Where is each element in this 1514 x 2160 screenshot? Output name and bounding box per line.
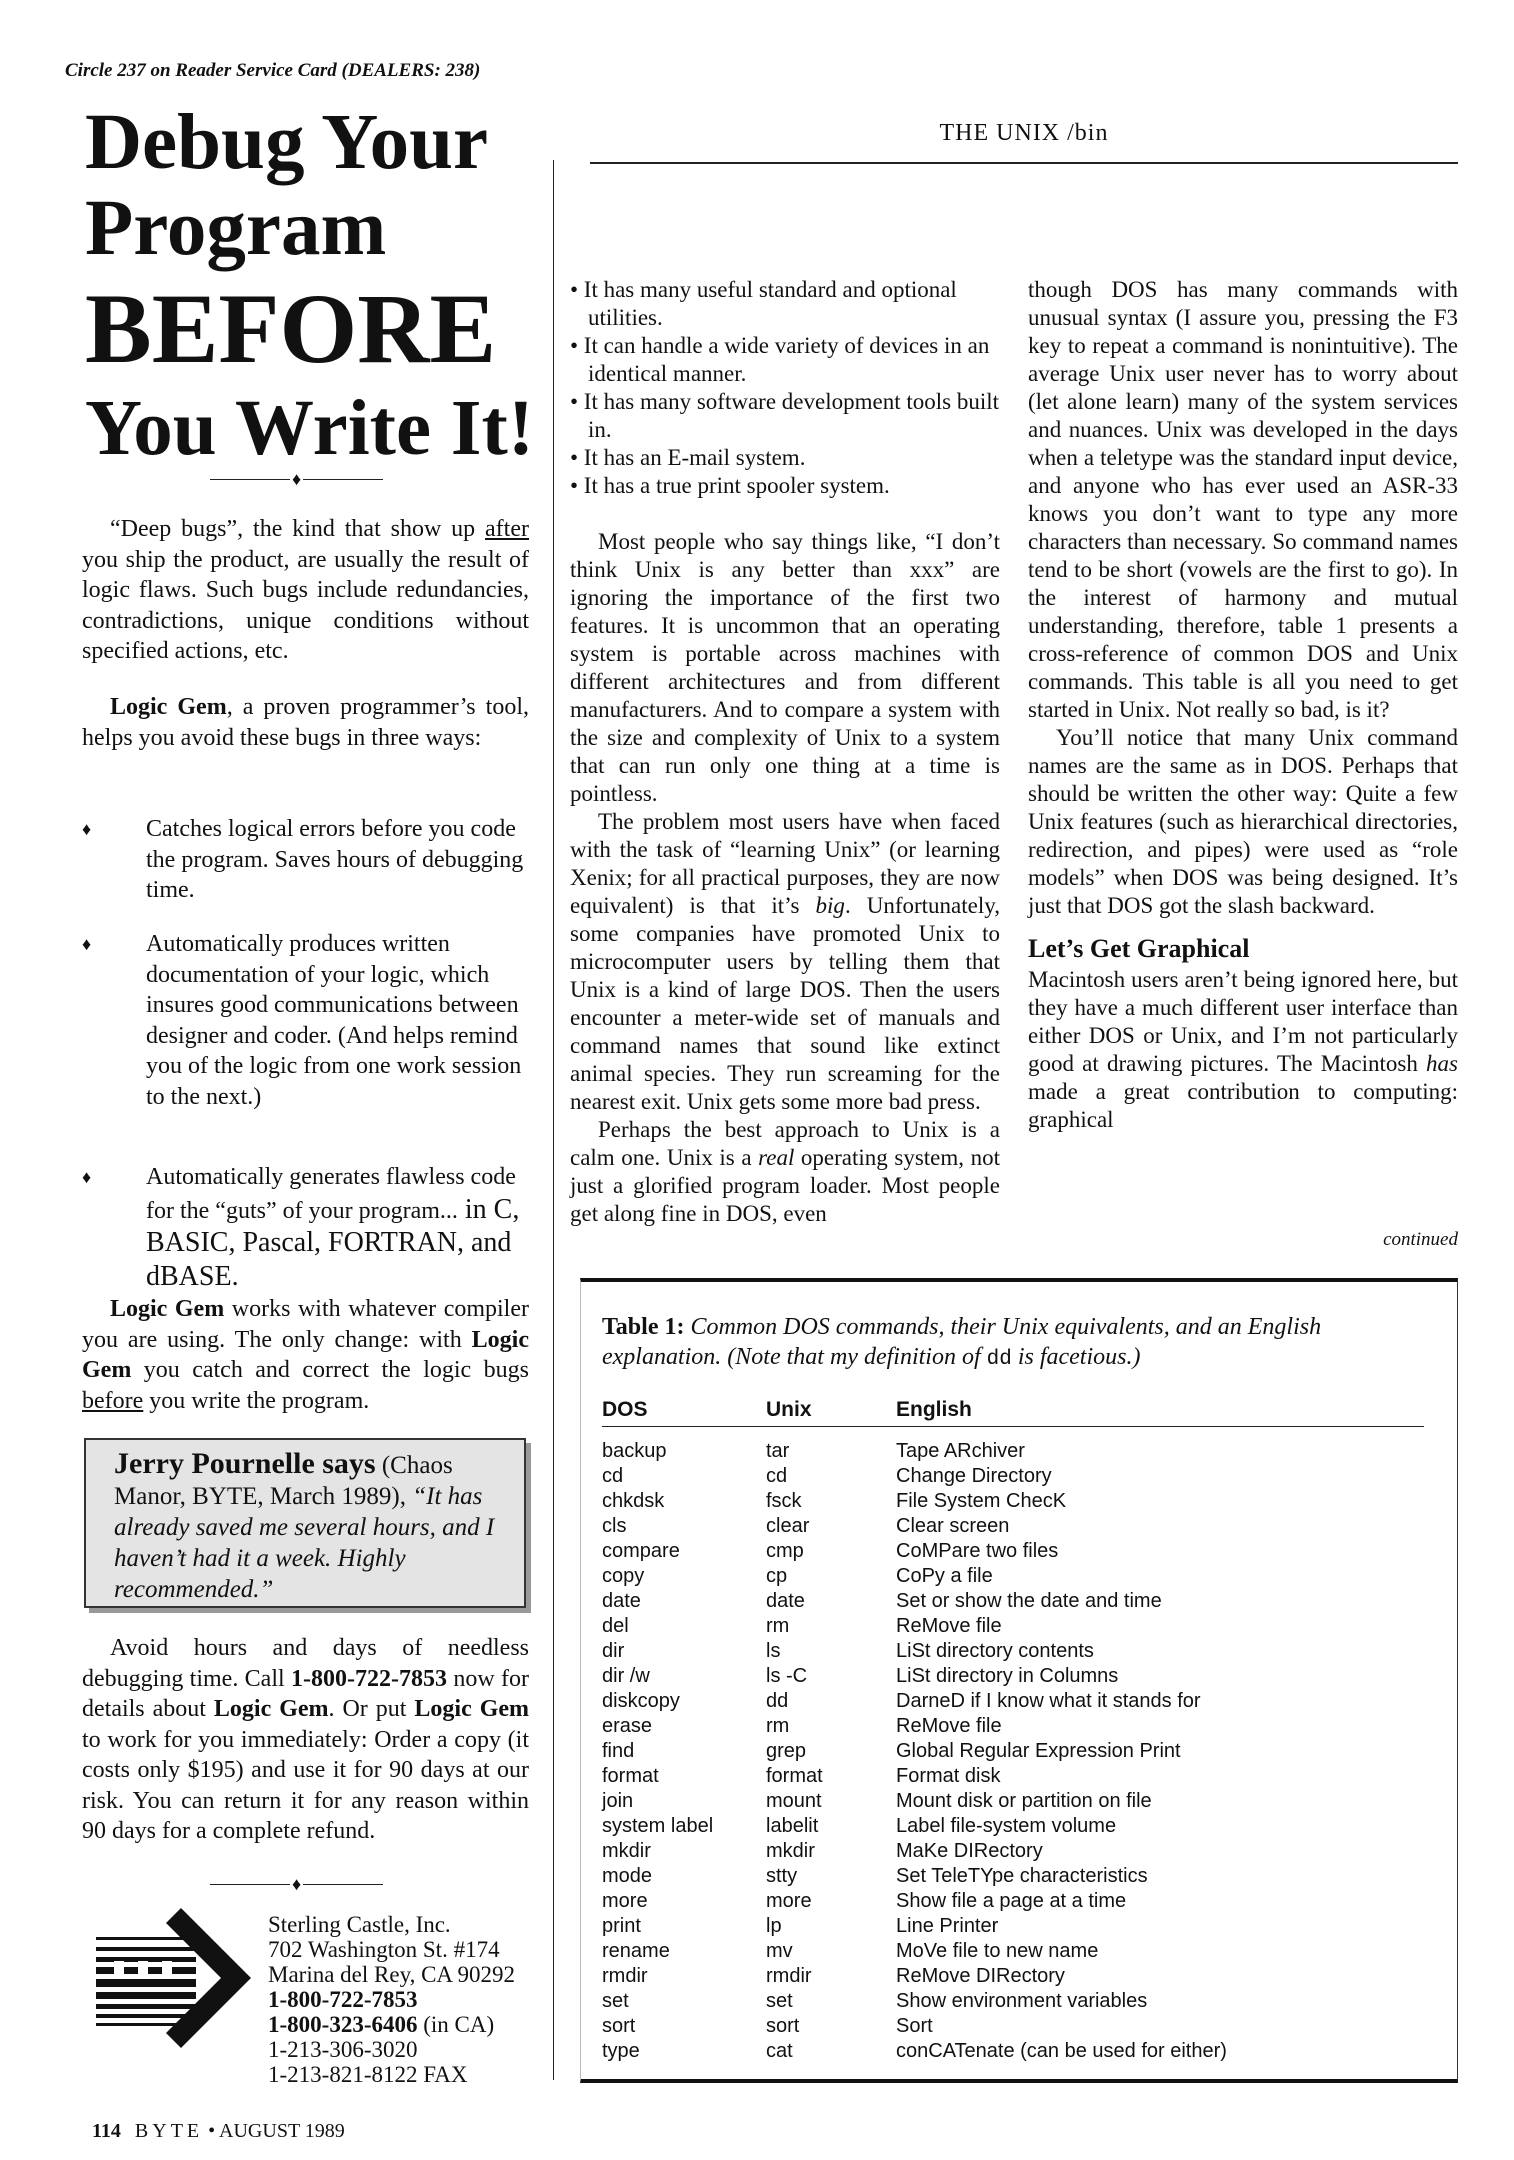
order-paragraph bbox=[82, 1633, 529, 1847]
table-cell-english: Show environment variables bbox=[896, 1990, 1148, 2012]
table-row bbox=[602, 1664, 1424, 1689]
ad-headline bbox=[85, 100, 545, 474]
table-cell-english: LiSt directory contents bbox=[896, 1640, 1094, 1662]
emphasis: big bbox=[815, 893, 845, 918]
testimonial-quote: “It has already saved me several hours, and I haven’t had it a week. Highly recommended.” bbox=[114, 1483, 495, 1603]
table-cell-dos: rmdir bbox=[602, 1965, 648, 1987]
caption-text: Common DOS commands, their Unix equivalents, and an English explanation. (Note that my definition of bbox=[602, 1314, 1322, 1370]
table-row bbox=[602, 1739, 1424, 1764]
list-item: • It has many software development tools built in. bbox=[570, 389, 999, 442]
table-row bbox=[602, 1964, 1424, 1989]
table-cell-dos: cd bbox=[602, 1465, 624, 1487]
phone-ca: 1-800-323-6406 bbox=[268, 2012, 418, 2037]
ornament-divider bbox=[210, 468, 383, 490]
list-item: • It has a true print spooler system. bbox=[570, 473, 890, 498]
works-text: works with whatever compiler you are using. The only change: with bbox=[82, 1296, 529, 1353]
order-text: to work for you immediately: Order a copy (it costs only $195) and use it for 90 days at our risk. You can return it for any reason within 90 days for a complete refund. bbox=[82, 1726, 529, 1844]
table-cell-english: CoMPare two files bbox=[896, 1540, 1059, 1562]
table-row bbox=[602, 2039, 1424, 2064]
product-name: Logic Gem bbox=[110, 1296, 225, 1322]
table-cell-unix: cp bbox=[766, 1565, 788, 1587]
issue-date: AUGUST 1989 bbox=[219, 2120, 345, 2142]
table-cell-english: MoVe file to new name bbox=[896, 1940, 1099, 1962]
table-cell-unix: more bbox=[766, 1890, 812, 1912]
table-cell-dos: set bbox=[602, 1990, 629, 2012]
ornament-divider bbox=[210, 1873, 383, 1895]
folio-separator: • bbox=[208, 2120, 216, 2142]
table-row bbox=[602, 1939, 1424, 1964]
page-folio bbox=[92, 2120, 345, 2143]
order-text: . Or put bbox=[328, 1696, 415, 1722]
reader-service-note: Circle 237 on Reader Service Card (DEALERS: 238) bbox=[65, 60, 481, 81]
table-cell-unix: date bbox=[766, 1590, 805, 1612]
testimonial-source: (Chaos Manor, BYTE, March 1989), bbox=[114, 1452, 453, 1510]
works-text: you catch and correct the logic bugs bbox=[131, 1357, 529, 1383]
diamond-icon: ♦ bbox=[292, 1874, 302, 1895]
table-cell-dos: chkdsk bbox=[602, 1490, 665, 1512]
order-text: Avoid hours and days of needless debugging time. Call bbox=[82, 1635, 529, 1692]
table-caption bbox=[602, 1312, 1442, 1375]
page-number: 114 bbox=[92, 2120, 121, 2142]
command-table bbox=[602, 1398, 1424, 2064]
works-text: you write the program. bbox=[143, 1387, 370, 1414]
intro-text-end: you ship the product, are usually the result of logic flaws. Such bugs include redundancies, contradictions, unique conditions without specified actions, etc. bbox=[82, 546, 529, 664]
phone-tollfree: 1-800-722-7853 bbox=[268, 1987, 418, 2012]
feature-text: Automatically produces written documentation of your logic, which insures good communications between designer and coder. (And helps remind you of the logic from one work session to the next.) bbox=[146, 931, 522, 1110]
table-cell-dos: erase bbox=[602, 1715, 653, 1737]
table-cell-dos: diskcopy bbox=[602, 1690, 680, 1712]
table-row bbox=[602, 1614, 1424, 1639]
section-header: THE UNIX /bin bbox=[939, 120, 1109, 146]
subheading: Let’s Get Graphical bbox=[1028, 934, 1250, 963]
table-cell-unix: rm bbox=[766, 1715, 790, 1737]
table-cell-english: ReMove file bbox=[896, 1615, 1002, 1637]
company-name: Sterling Castle, Inc. bbox=[268, 1912, 451, 1937]
table-cell-unix: clear bbox=[766, 1515, 810, 1537]
column-divider bbox=[553, 160, 554, 2080]
table-cell-unix: sort bbox=[766, 2015, 800, 2037]
table-cell-unix: fsck bbox=[766, 1490, 802, 1512]
list-item: • It can handle a wide variety of devices in an identical manner. bbox=[570, 333, 990, 386]
table-header-row bbox=[602, 1398, 1424, 1427]
table-cell-english: LiSt directory in Columns bbox=[896, 1665, 1119, 1687]
table-cell-english: Mount disk or partition on file bbox=[896, 1790, 1152, 1812]
table-cell-english: File System ChecK bbox=[896, 1490, 1067, 1512]
table-cell-english: Global Regular Expression Print bbox=[896, 1740, 1181, 1762]
testimonial-author: Jerry Pournelle says bbox=[114, 1447, 376, 1480]
table-row bbox=[602, 1764, 1424, 1789]
diamond-icon: ♦ bbox=[292, 469, 302, 490]
intro-text-start: “Deep bugs”, the kind that show up bbox=[110, 516, 486, 542]
continued-note: continued bbox=[1383, 1229, 1458, 1250]
emphasis: real bbox=[758, 1145, 795, 1170]
logic-gem-intro-text: , a proven programmer’s tool, helps you avoid these bugs in three ways: bbox=[82, 694, 529, 751]
paragraph-text: Macintosh users aren’t being ignored here, but they have a much different user interface than either DOS or Unix, and I’m not particularly good at drawing pictures. The Macintosh bbox=[1028, 967, 1458, 1076]
table-cell-dos: del bbox=[602, 1615, 629, 1637]
table-cell-dos: print bbox=[602, 1915, 641, 1937]
feature-bullet bbox=[82, 814, 529, 906]
table-cell-unix: mkdir bbox=[766, 1840, 815, 1862]
company-address bbox=[268, 1912, 515, 2087]
table-cell-dos: more bbox=[602, 1890, 648, 1912]
table-row bbox=[602, 1714, 1424, 1739]
product-name: Logic Gem bbox=[110, 694, 227, 720]
table-cell-dos: copy bbox=[602, 1565, 645, 1587]
table-row bbox=[602, 1639, 1424, 1664]
feature-text: Catches logical errors before you code the program. Saves hours of debugging time. bbox=[146, 816, 524, 903]
caption-text: is facetious.) bbox=[1011, 1344, 1141, 1370]
table-cell-english: conCATenate (can be used for either) bbox=[896, 2040, 1227, 2062]
paragraph-text: The problem most users have when faced with the task of “learning Unix” (or learning Xenix; for all practical purposes, they are now equivalent) is that it’s bbox=[570, 809, 1000, 918]
table-cell-unix: dd bbox=[766, 1690, 789, 1712]
table-row bbox=[602, 1514, 1424, 1539]
article-paragraph: Most people who say things like, “I don’t think Unix is any better than xxx” are ignoring the importance of the first two features. It is uncommon that an operating system is portable across machines with different architectures and from different manufacturers. And to compare a system with the size and complexity of Unix to a system that can run only one thing at a time is pointless. bbox=[570, 529, 1000, 806]
table-cell-dos: join bbox=[602, 1790, 634, 1812]
article-paragraph bbox=[570, 1116, 1000, 1228]
table-cell-dos: compare bbox=[602, 1540, 680, 1562]
table-cell-unix: mount bbox=[766, 1790, 822, 1812]
table-row bbox=[602, 1564, 1424, 1589]
column-header-english: English bbox=[896, 1398, 1424, 1427]
product-name: Logic Gem bbox=[213, 1696, 329, 1722]
table-cell-english: Tape ARchiver bbox=[896, 1440, 1025, 1462]
table-cell-english: Show file a page at a time bbox=[896, 1890, 1127, 1912]
table-label: Table 1: bbox=[602, 1314, 685, 1340]
table-row bbox=[602, 1864, 1424, 1889]
table-cell-unix: stty bbox=[766, 1865, 798, 1887]
diamond-icon: ♦ bbox=[82, 934, 92, 954]
feature-bullet bbox=[82, 929, 529, 1112]
table-cell-dos: dir /w bbox=[602, 1665, 650, 1687]
table-cell-dos: backup bbox=[602, 1440, 667, 1462]
article-column-2 bbox=[1028, 276, 1458, 1134]
address-street: 702 Washington St. #174 bbox=[268, 1937, 500, 1962]
table-cell-english: DarneD if I know what it stands for bbox=[896, 1690, 1201, 1712]
table-row bbox=[602, 1889, 1424, 1914]
diamond-icon: ♦ bbox=[82, 819, 92, 839]
table-row bbox=[602, 1789, 1424, 1814]
table-cell-dos: type bbox=[602, 2040, 640, 2062]
table-row bbox=[602, 1814, 1424, 1839]
headline-line-4: You Write It! bbox=[85, 385, 535, 472]
sterling-castle-logo-icon bbox=[86, 1903, 256, 2053]
table-cell-english: Label file-system volume bbox=[896, 1815, 1117, 1837]
table-cell-unix: lp bbox=[766, 1915, 782, 1937]
table-cell-unix: cd bbox=[766, 1465, 788, 1487]
product-name: Logic Gem bbox=[82, 1326, 529, 1383]
table-cell-english: Clear screen bbox=[896, 1515, 1010, 1537]
headline-line-1: Debug Your bbox=[85, 99, 489, 186]
table-cell-dos: format bbox=[602, 1765, 659, 1787]
compatibility-paragraph bbox=[82, 1294, 529, 1416]
table-cell-dos: system label bbox=[602, 1815, 714, 1837]
feature-bullet bbox=[82, 1162, 529, 1293]
table-cell-dos: cls bbox=[602, 1515, 627, 1537]
table-row bbox=[602, 1427, 1424, 1465]
table-cell-unix: tar bbox=[766, 1440, 790, 1462]
list-item: • It has an E-mail system. bbox=[570, 445, 806, 470]
table-row bbox=[602, 2014, 1424, 2039]
magazine-name: BYTE bbox=[134, 2120, 204, 2142]
phone-local: 1-213-306-3020 bbox=[268, 2037, 418, 2062]
table-cell-unix: cat bbox=[766, 2040, 793, 2062]
table-cell-english: Line Printer bbox=[896, 1915, 999, 1937]
table-cell-unix: set bbox=[766, 1990, 793, 2012]
table-cell-english: Sort bbox=[896, 2015, 933, 2037]
table-cell-english: MaKe DIRectory bbox=[896, 1840, 1043, 1862]
feature-text bbox=[146, 1162, 529, 1293]
table-cell-dos: sort bbox=[602, 2015, 636, 2037]
fax-number: 1-213-821-8122 FAX bbox=[268, 2062, 468, 2087]
works-before: before bbox=[82, 1387, 144, 1414]
paragraph-text: made a great contribution to computing: graphical bbox=[1028, 1079, 1458, 1132]
logic-gem-intro bbox=[82, 692, 529, 753]
phone-ca-line bbox=[268, 2012, 515, 2037]
headline-line-2: Program bbox=[85, 185, 387, 272]
table-row bbox=[602, 1539, 1424, 1564]
feature-text-start: Automatically generates flawless code for the “guts” of your program... bbox=[146, 1164, 516, 1224]
product-name: Logic Gem bbox=[414, 1696, 530, 1722]
ad-intro-paragraph bbox=[82, 514, 529, 667]
table-cell-english: ReMove file bbox=[896, 1715, 1002, 1737]
table-cell-dos: date bbox=[602, 1590, 641, 1612]
table-cell-unix: labelit bbox=[766, 1815, 819, 1837]
table-cell-unix: rmdir bbox=[766, 1965, 812, 1987]
table-cell-english: Change Directory bbox=[896, 1465, 1052, 1487]
table-cell-unix: rm bbox=[766, 1615, 790, 1637]
table-cell-english: ReMove DIRectory bbox=[896, 1965, 1065, 1987]
table-cell-unix: format bbox=[766, 1765, 823, 1787]
table-cell-unix: ls -C bbox=[766, 1665, 808, 1687]
testimonial-box bbox=[84, 1438, 526, 1608]
table-cell-english: Set or show the date and time bbox=[896, 1590, 1162, 1612]
table-cell-dos: mode bbox=[602, 1865, 653, 1887]
table-cell-unix: cmp bbox=[766, 1540, 804, 1562]
address-city: Marina del Rey, CA 90292 bbox=[268, 1962, 516, 1987]
paragraph-text: . Unfortunately, some companies have promoted Unix to microcomputer users by telling them that Unix is a kind of large DOS. Then the users encounter a meter-wide set of manuals and command names that sound like extinct animal species. They run screaming for the nearest exit. Unix gets some more bad press. bbox=[570, 893, 1000, 1114]
order-text: now for details about bbox=[82, 1665, 529, 1722]
table-cell-dos: rename bbox=[602, 1940, 670, 1962]
table-row bbox=[602, 1914, 1424, 1939]
table-row bbox=[602, 1489, 1424, 1514]
list-item: • It has many useful standard and optional utilities. bbox=[570, 277, 957, 330]
paragraph-text: Perhaps the best approach to Unix is a calm one. Unix is a bbox=[570, 1117, 1000, 1170]
table-cell-unix: grep bbox=[766, 1740, 807, 1762]
table-row bbox=[602, 1689, 1424, 1714]
order-phone: 1-800-722-7853 bbox=[291, 1665, 447, 1692]
article-paragraph: You’ll notice that many Unix command names are the same as in DOS. Perhaps that should be written the other way: Quite a few Unix features (such as hierarchical directories, redirection, and pipes) were used as “role models” when DOS was being designed. It’s just that DOS got the slash backward. bbox=[1028, 725, 1458, 918]
table-cell-english: CoPy a file bbox=[896, 1565, 993, 1587]
table-row bbox=[602, 1589, 1424, 1614]
table-cell-unix: ls bbox=[766, 1640, 781, 1662]
table-row bbox=[602, 1989, 1424, 2014]
table-row bbox=[602, 1839, 1424, 1864]
table-cell-dos: mkdir bbox=[602, 1840, 651, 1862]
table-cell-dos: dir bbox=[602, 1640, 625, 1662]
headline-line-3: BEFORE bbox=[85, 273, 497, 384]
table-cell-english: Format disk bbox=[896, 1765, 1001, 1787]
unix-features-list bbox=[570, 276, 1000, 500]
table-body bbox=[602, 1427, 1424, 2065]
header-rule bbox=[590, 162, 1458, 164]
intro-after: after bbox=[485, 516, 529, 542]
diamond-icon: ♦ bbox=[82, 1167, 92, 1187]
article-paragraph: though DOS has many commands with unusual syntax (I assure you, pressing the F3 key to repeat a command is nonintuitive). The average Unix user never has to worry about (let alone learn) many of the system services and nuances. Unix was developed in the days when a teletype was the standard input device, and anyone who has ever used an ASR-33 knows you don’t want to type any more characters than necessary. So command names tend to be short (vowels are the first to go). In the interest of harmony and mutual understanding, therefore, table 1 presents a cross-reference of common DOS and Unix commands. This table is all you need to get started in Unix. Not really so bad, is it? bbox=[1028, 277, 1458, 722]
table-cell-english: Set TeleTYpe characteristics bbox=[896, 1865, 1148, 1887]
table-row bbox=[602, 1464, 1424, 1489]
paragraph-text: operating system, not just a glorified program loader. Most people get along fine in DOS, even bbox=[570, 1145, 1000, 1226]
phone-ca-note: (in CA) bbox=[417, 2012, 495, 2037]
emphasis: has bbox=[1426, 1051, 1458, 1076]
caption-code: dd bbox=[986, 1348, 1012, 1371]
column-header-dos: DOS bbox=[602, 1398, 766, 1427]
article-paragraph bbox=[1028, 966, 1458, 1134]
feature-languages: in C, BASIC, Pascal, FORTRAN, and dBASE. bbox=[146, 1193, 520, 1292]
table-cell-dos: find bbox=[602, 1740, 635, 1762]
column-header-unix: Unix bbox=[766, 1398, 896, 1427]
article-column-1 bbox=[570, 528, 1000, 1228]
table-cell-unix: mv bbox=[766, 1940, 793, 1962]
article-paragraph bbox=[570, 808, 1000, 1116]
